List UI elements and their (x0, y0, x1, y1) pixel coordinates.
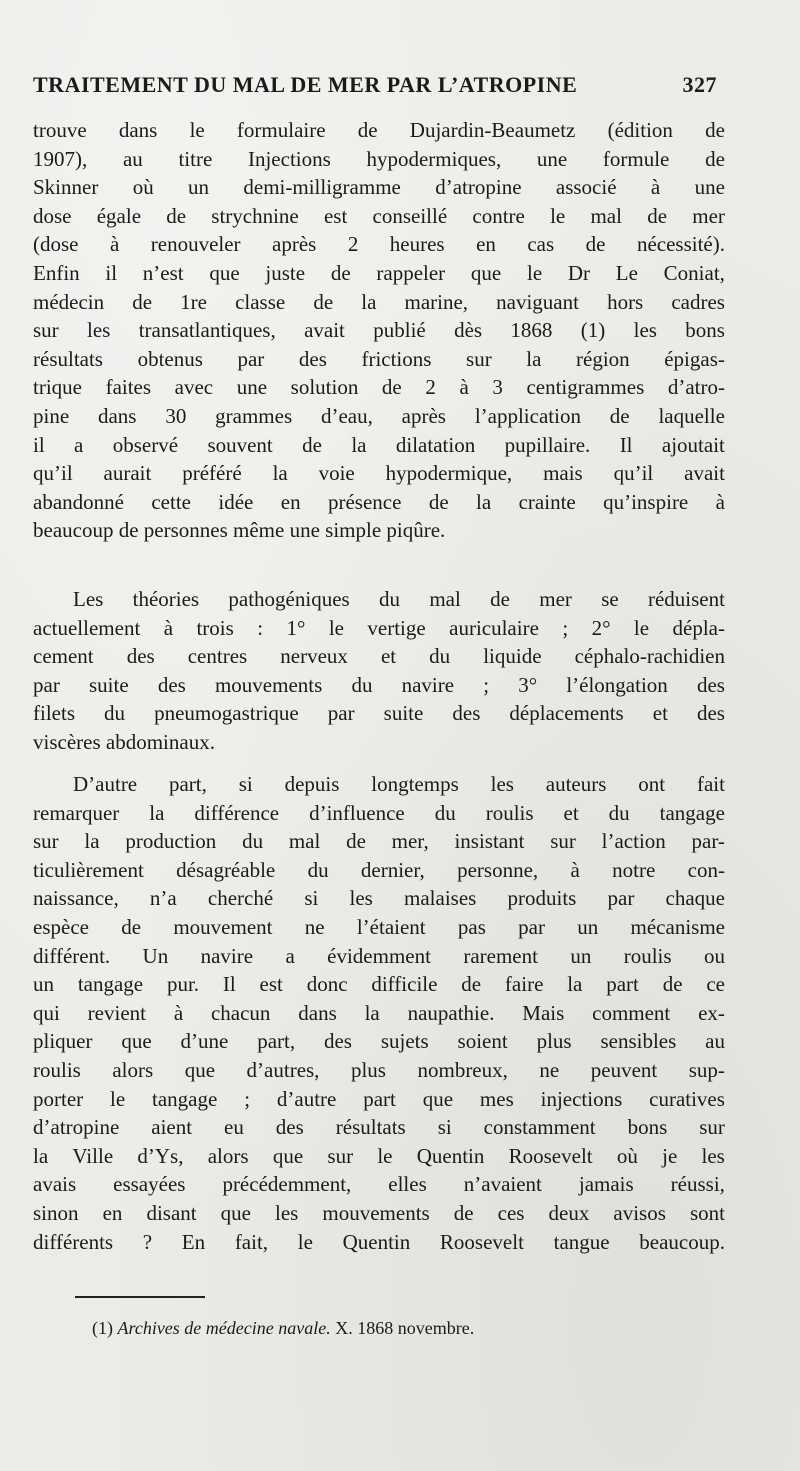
text-line: qu’il aurait préféré la voie hypodermique, mais qu’il avait (33, 461, 725, 486)
running-header (33, 72, 717, 98)
text-line: médecin de 1re classe de la marine, naviguant hors cadres (33, 289, 725, 314)
text-line: remarquer la différence d’influence du roulis et du tangage (33, 800, 725, 825)
text-line: différents ? En fait, le Quentin Roosevelt tangue beaucoup. (33, 1229, 725, 1254)
text-line: D’autre part, si depuis longtemps les auteurs ont fait (73, 772, 725, 796)
text-line: sur la production du mal de mer, insistant sur l’action par- (33, 829, 725, 854)
text-line: il a observé souvent de la dilatation pupillaire. Il ajoutait (33, 432, 725, 457)
paragraph-continuation (33, 116, 725, 545)
text-line: actuellement à trois : 1° le vertige auriculaire ; 2° le déplа- (33, 615, 725, 640)
paragraph-theories (33, 585, 725, 757)
text-line: avais essayées précédemment, elles n’avaient jamais réussi, (33, 1172, 725, 1197)
page-number: 327 (682, 72, 717, 97)
text-line: espèce de mouvement ne l’étaient pas par un mécanisme (33, 914, 725, 939)
text-line: ticulièrement désagréable du dernier, personne, à notre con- (33, 857, 725, 882)
text-line: naissance, n’a cherché si les malaises produits par chaque (33, 886, 725, 911)
text-line: résultats obtenus par des frictions sur la région épigas- (33, 346, 725, 371)
text-line: sur les transatlantiques, avait publié dès 1868 (1) les bons (33, 318, 725, 343)
text-line: 1907), au titre Injections hypodermiques, une formule de (33, 146, 725, 171)
text-line: porter le tangage ; d’autre part que mes injections curatives (33, 1086, 725, 1111)
text-line: dose égale de strychnine est conseillé contre le mal de mer (33, 203, 725, 228)
paragraph-roulis-tangage (33, 770, 725, 1256)
footnote (92, 1318, 474, 1339)
text-line: trouve dans le formulaire de Dujardin-Beaumetz (édition de (33, 118, 725, 142)
text-line: qui revient à chacun dans la naupathie. Mais comment ex- (33, 1000, 725, 1025)
text-line: Skinner où un demi-milligramme d’atropine associé à une (33, 175, 725, 200)
footnote-rule (75, 1296, 205, 1298)
text-line: sinon en disant que les mouvements de ces deux avisos sont (33, 1200, 725, 1225)
running-title: TRAITEMENT DU MAL DE MER PAR L’ATROPINE (33, 72, 578, 97)
text-line: trique faites avec une solution de 2 à 3 centigrammes d’atro- (33, 375, 725, 400)
text-line: (dose à renouveler après 2 heures en cas de nécessité). (33, 232, 725, 257)
text-line: d’atropine aient eu des résultats si constamment bons sur (33, 1115, 725, 1140)
text-line: la Ville d’Ys, alors que sur le Quentin Roosevelt où je les (33, 1143, 725, 1168)
footnote-date: 1868 novembre. (357, 1318, 475, 1338)
footnote-marker: (1) (92, 1318, 113, 1338)
text-line: Les théories pathogéniques du mal de mer se réduisent (73, 587, 725, 611)
text-line: cement des centres nerveux et du liquide céphalo-rachidien (33, 644, 725, 669)
text-line: abandonné cette idée en présence de la crainte qu’inspire à (33, 489, 725, 514)
text-line: roulis alors que d’autres, plus nombreux, ne peuvent sup- (33, 1057, 725, 1082)
text-line: filets du pneumogastrique par suite des déplacements et des (33, 701, 725, 726)
text-line: viscères abdominaux. (33, 729, 215, 754)
text-line: un tangage pur. Il est donc difficile de faire la part de ce (33, 972, 725, 997)
text-line: pliquer que d’une part, des sujets soient plus sensibles au (33, 1029, 725, 1054)
text-line: pine dans 30 grammes d’eau, après l’application de laquelle (33, 403, 725, 428)
text-line: Enfin il n’est que juste de rappeler que le Dr Le Coniat, (33, 260, 725, 285)
text-line: par suite des mouvements du navire ; 3° l’élongation des (33, 672, 725, 697)
text-line: différent. Un navire a évidemment rarement un roulis ou (33, 943, 725, 968)
text-line: beaucoup de personnes même une simple piqûre. (33, 518, 446, 543)
footnote-volume: X. (335, 1318, 353, 1338)
footnote-source: Archives de médecine navale. (117, 1318, 331, 1338)
